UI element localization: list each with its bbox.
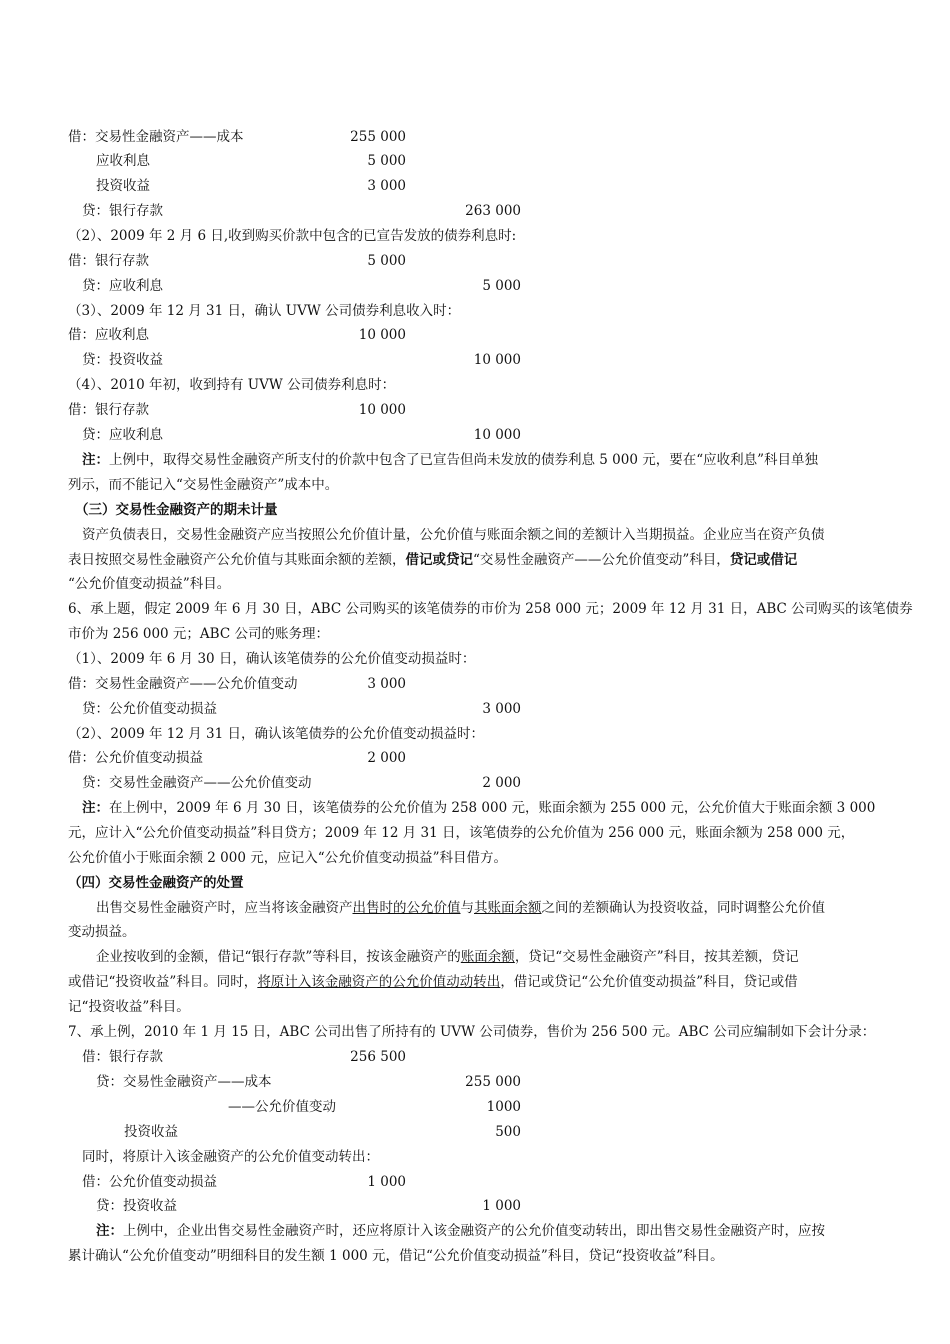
account-name: 借：银行存款 <box>68 402 149 418</box>
journal-line <box>0 697 950 721</box>
note-paragraph: 元，应计入“公允价值变动损益”科目贷方；2009 年 12 月 31 日，该笔债券的公允价值为 256 000 元，账面余额为 258 000 元， <box>68 825 855 841</box>
journal-line <box>0 348 950 372</box>
credit-amount: 10 000 <box>473 352 521 368</box>
journal-line <box>0 1045 950 1069</box>
debit-amount: 10 000 <box>358 402 406 418</box>
account-name: 投资收益 <box>124 1124 178 1140</box>
credit-amount: 5 000 <box>482 278 521 294</box>
section-heading: （三）交易性金融资产的期未计量 <box>75 502 278 518</box>
step-title: （3）、2009 年 12 月 31 日，确认 UVW 公司债券利息收入时： <box>68 303 461 319</box>
account-name: 借：公允价值变动损益 <box>82 1174 217 1190</box>
journal-line <box>0 423 950 447</box>
journal-line <box>0 1194 950 1218</box>
step-title: （2）、2009 年 12 月 31 日，确认该笔债券的公允价值变动损益时： <box>68 726 485 742</box>
journal-line <box>0 174 950 198</box>
account-name: 贷：应收利息 <box>82 427 163 443</box>
note-paragraph: 累计确认“公允价值变动”明细科目的发生额 1 000 元，借记“公允价值变动损益”科目，贷记“投资收益”科目。 <box>68 1248 724 1264</box>
note-paragraph: 公允价值小于账面余额 2 000 元，应记入“公允价值变动损益”科目借方。 <box>68 850 508 866</box>
journal-line <box>0 249 950 273</box>
credit-amount: 1 000 <box>482 1198 521 1214</box>
paragraph: 记“投资收益”科目。 <box>68 999 190 1015</box>
note-paragraph: 注：上例中，取得交易性金融资产所支付的价款中包含了已宣告但尚未发放的债券利息 5 000 元，要在“应收利息”科目单独 <box>82 452 819 468</box>
emphasis-text: 贷记或借记 <box>729 552 798 568</box>
paragraph: “公允价值变动损益”科目。 <box>68 576 231 592</box>
debit-amount: 5 000 <box>367 153 406 169</box>
paragraph: 表日按照交易性金融资产公允价值与其账面余额的差额，借记或贷记“交易性金融资产——公允价值变动”科目，贷记或借记 <box>68 552 798 568</box>
account-name: 借：公允价值变动损益 <box>68 750 203 766</box>
account-name: ——公允价值变动 <box>228 1099 336 1115</box>
section-heading: （四）交易性金融资产的处置 <box>68 875 244 891</box>
account-name: 借：交易性金融资产——成本 <box>68 129 244 145</box>
paragraph: 出售交易性金融资产时，应当将该金融资产出售时的公允价值与其账面余额之间的差额确认为投资收益，同时调整公允价值 <box>96 900 825 916</box>
account-name: 贷：交易性金融资产——公允价值变动 <box>82 775 312 791</box>
account-name: 借：银行存款 <box>82 1049 163 1065</box>
debit-amount: 256 500 <box>350 1049 406 1065</box>
note-paragraph: 注：上例中，企业出售交易性金融资产时，还应将原计入该金融资产的公允价值变动转出，即出售交易性金融资产时，应按 <box>96 1223 825 1239</box>
underlined-text: 出售时的公允价值 <box>352 900 461 916</box>
step-title: （1）、2009 年 6 月 30 日，确认该笔债券的公允价值变动损益时： <box>68 651 476 667</box>
journal-line <box>0 274 950 298</box>
paragraph: 或借记“投资收益”科目。同时，将原计入该金融资产的公允价值动动转出，借记或贷记“公允价值变动损益”科目，贷记或借 <box>68 974 798 990</box>
credit-amount: 10 000 <box>473 427 521 443</box>
paragraph: 资产负债表日，交易性金融资产应当按照公允价值计量，公允价值与账面余额之间的差额计入当期损益。企业应当在资产负债 <box>82 527 825 543</box>
credit-amount: 1000 <box>486 1099 521 1115</box>
note-label: 注： <box>82 452 109 468</box>
account-name: 借：交易性金融资产——公允价值变动 <box>68 676 298 692</box>
account-name: 贷：投资收益 <box>82 352 163 368</box>
journal-line <box>0 1095 950 1119</box>
account-name: 投资收益 <box>96 178 150 194</box>
journal-line <box>0 1120 950 1144</box>
account-name: 贷：公允价值变动损益 <box>82 701 217 717</box>
account-name: 借：应收利息 <box>68 327 149 343</box>
paragraph: 企业按收到的金额，借记“银行存款”等科目，按该金融资产的账面余额，贷记“交易性金融资产”科目，按其差额，贷记 <box>96 949 799 965</box>
account-name: 贷：投资收益 <box>96 1198 177 1214</box>
example-paragraph: 7、承上例，2010 年 1 月 15 日，ABC 公司出售了所持有的 UVW 公司债券，售价为 256 500 元。ABC 公司应编制如下会计分录： <box>68 1024 876 1040</box>
journal-line <box>0 199 950 223</box>
credit-amount: 500 <box>495 1124 521 1140</box>
debit-amount: 10 000 <box>358 327 406 343</box>
step-title: （4）、2010 年初，收到持有 UVW 公司债券利息时： <box>68 377 396 393</box>
journal-line <box>0 398 950 422</box>
debit-amount: 3 000 <box>367 178 406 194</box>
debit-amount: 255 000 <box>350 129 406 145</box>
journal-line <box>0 1070 950 1094</box>
emphasis-text: 借记或贷记 <box>405 552 473 568</box>
underlined-text: 账面余额 <box>460 949 515 965</box>
note-paragraph: 注：在上例中，2009 年 6 月 30 日，该笔债券的公允价值为 258 000 元，账面余额为 255 000 元，公允价值大于账面余额 3 000 <box>82 800 876 816</box>
example-paragraph: 6、承上题，假定 2009 年 6 月 30 日，ABC 公司购买的该笔债券的市价为 258 000 元；2009 年 12 月 31 日，ABC 公司购买的该笔债券 <box>68 601 913 617</box>
underlined-text: 将原计入该金融资产的公允价值动动转出 <box>257 974 501 990</box>
credit-amount: 255 000 <box>465 1074 521 1090</box>
journal-line <box>0 672 950 696</box>
note-label: 注： <box>96 1223 123 1239</box>
journal-line <box>0 771 950 795</box>
account-name: 贷：应收利息 <box>82 278 163 294</box>
account-name: 应收利息 <box>96 153 150 169</box>
account-name: 贷：银行存款 <box>82 203 163 219</box>
debit-amount: 3 000 <box>367 676 406 692</box>
account-name: 借：银行存款 <box>68 253 149 269</box>
paragraph: 同时，将原计入该金融资产的公允价值变动转出： <box>82 1149 379 1165</box>
note-paragraph: 列示，而不能记入“交易性金融资产”成本中。 <box>68 477 339 493</box>
journal-line <box>0 1170 950 1194</box>
journal-line <box>0 746 950 770</box>
step-title: （2）、2009 年 2 月 6 日,收到购买价款中包含的已宣告发放的债券利息时: <box>68 228 517 244</box>
account-name: 贷：交易性金融资产——成本 <box>96 1074 272 1090</box>
note-label: 注： <box>82 800 109 816</box>
debit-amount: 5 000 <box>367 253 406 269</box>
journal-line <box>0 125 950 149</box>
credit-amount: 2 000 <box>482 775 521 791</box>
credit-amount: 3 000 <box>482 701 521 717</box>
debit-amount: 2 000 <box>367 750 406 766</box>
credit-amount: 263 000 <box>465 203 521 219</box>
journal-line <box>0 149 950 173</box>
paragraph: 变动损益。 <box>68 924 136 940</box>
debit-amount: 1 000 <box>367 1174 406 1190</box>
underlined-text: 其账面余额 <box>474 900 542 916</box>
journal-line <box>0 323 950 347</box>
example-paragraph: 市价为 256 000 元；ABC 公司的账务理： <box>68 626 329 642</box>
